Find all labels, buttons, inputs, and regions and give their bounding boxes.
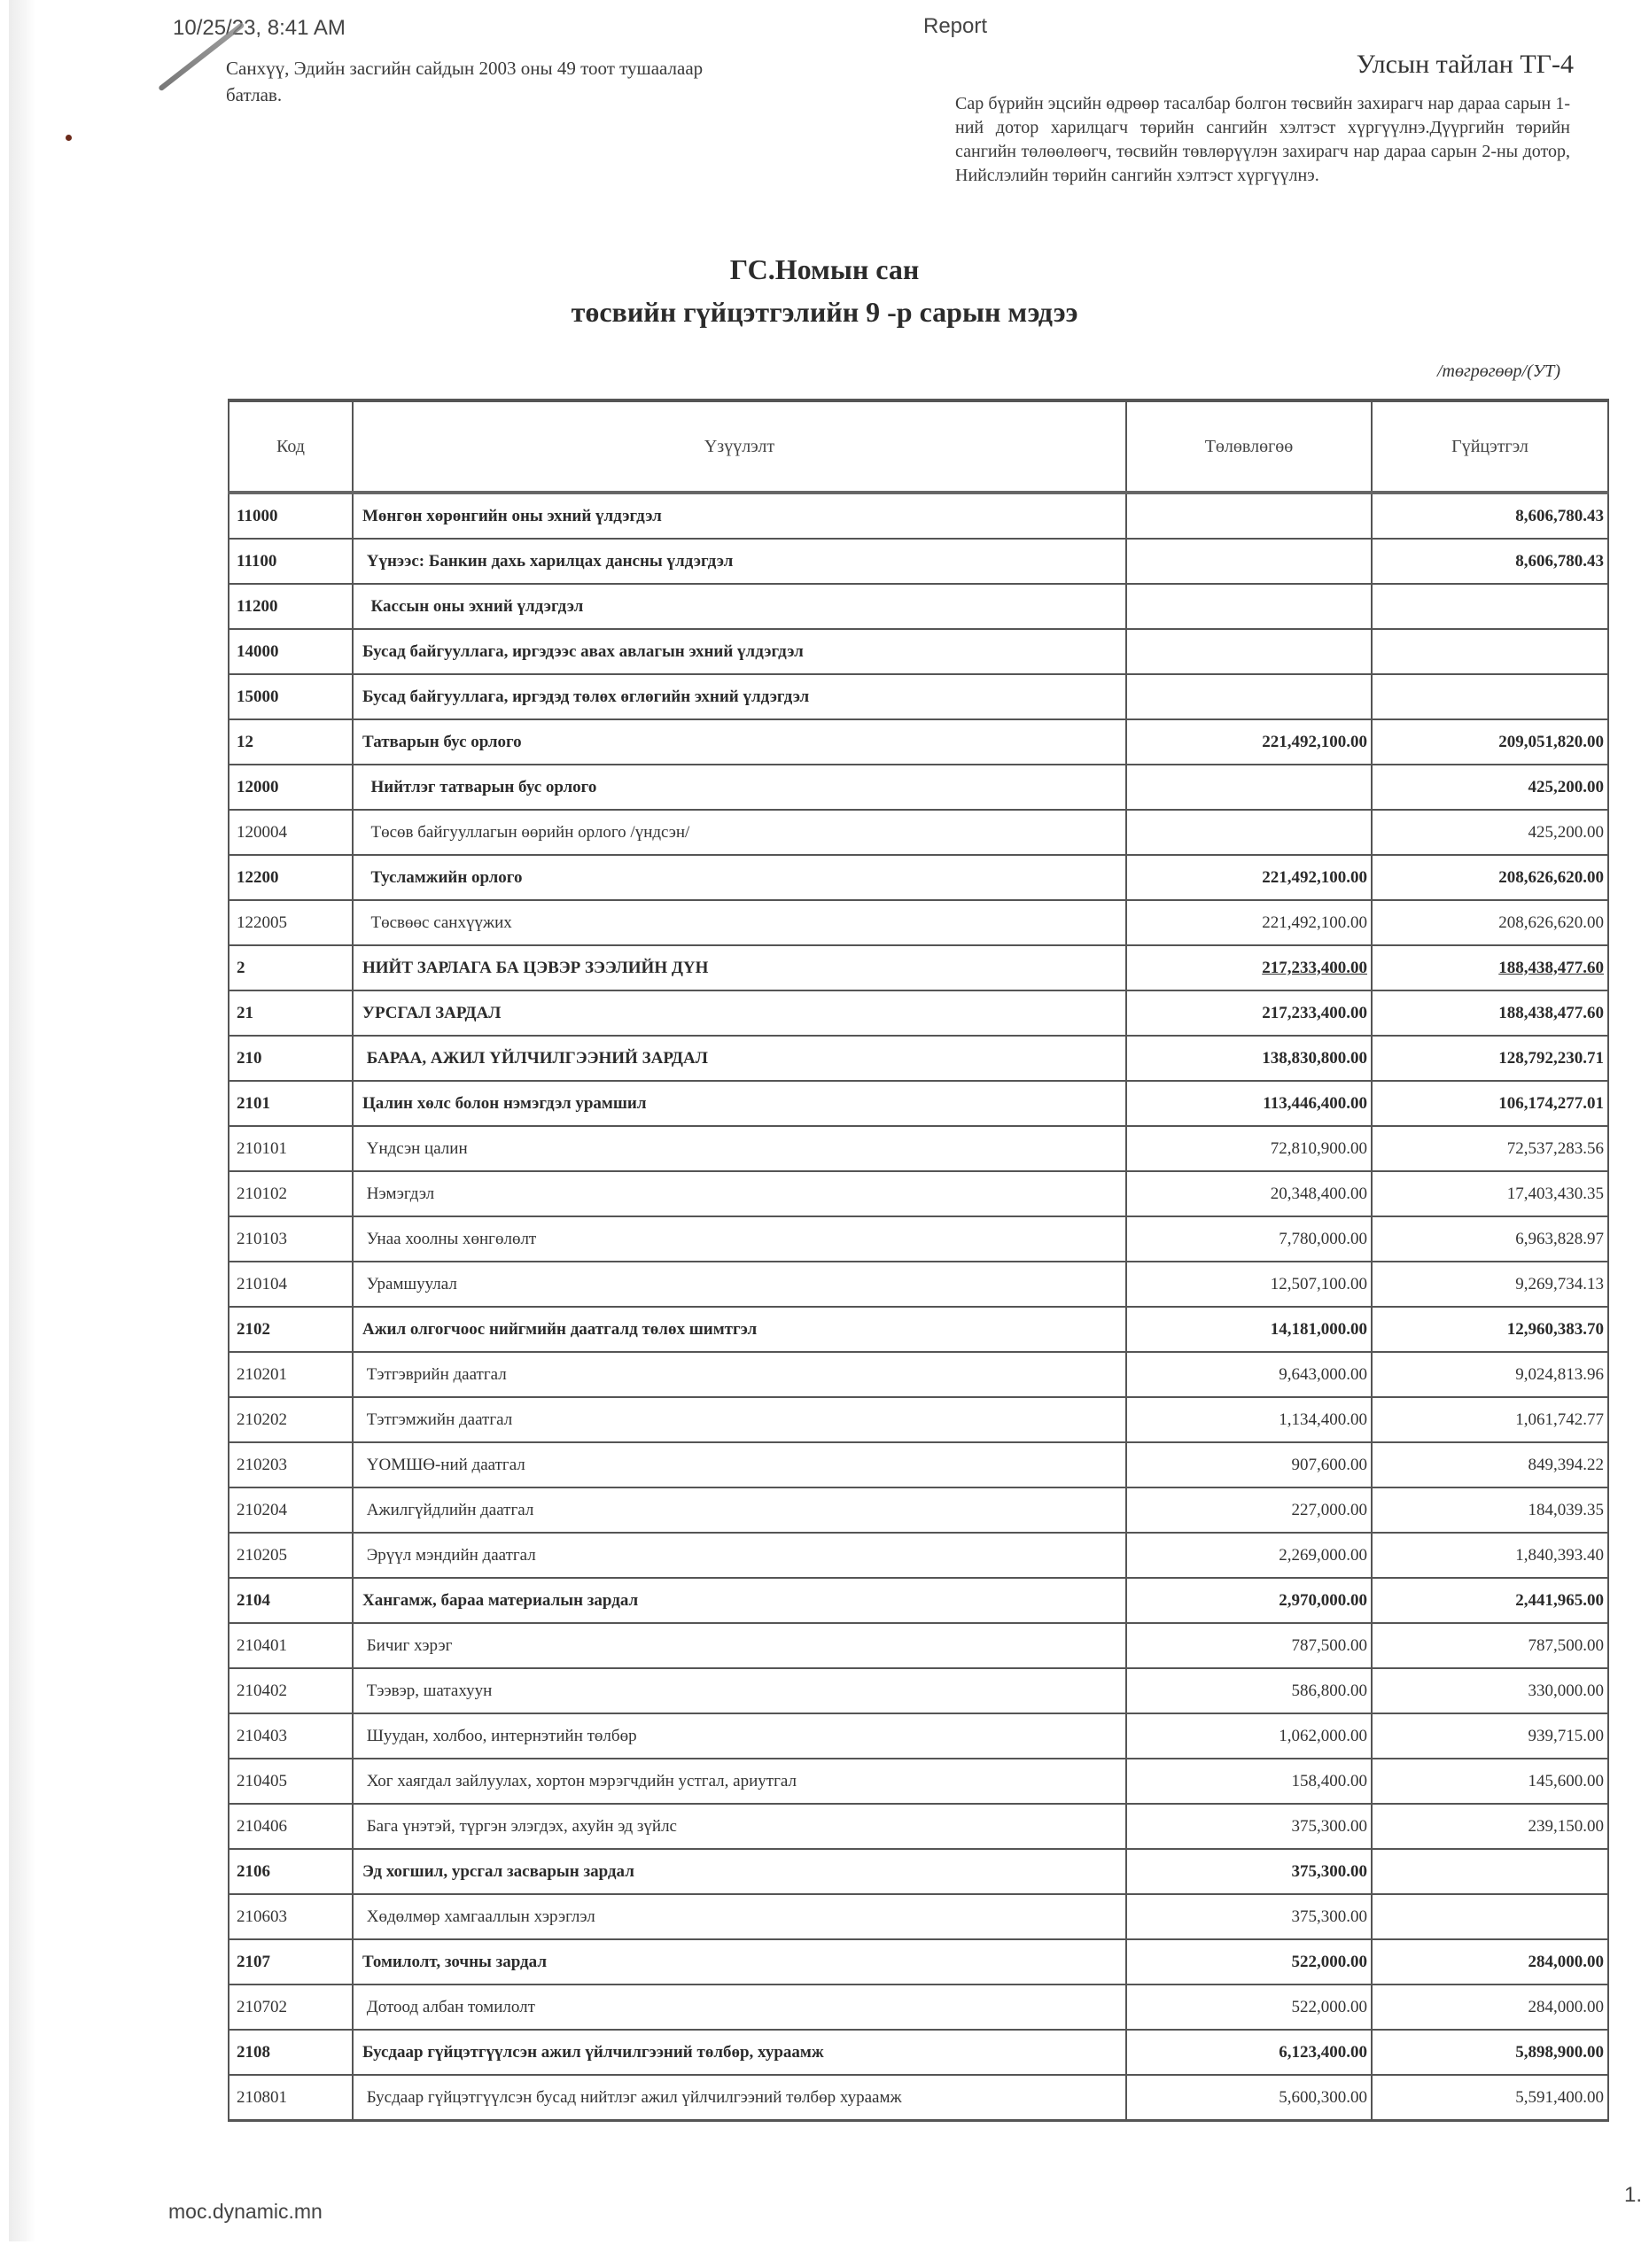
instruction-text: Сар бүрийн эцсийн өдрөөр тасалбар болгон төсвийн захирагч нар дараа сарын 1-ний дотор харилцагч төрийн сангийн хэлтэст хүргүүлнэ.Дүүргийн төрийн сангийн төлөөлөөгч, төсвийн төвлөрүүлэн захирагч нар дараа сарын 2-ны дотор, Нийслэлийн төрийн сангийн хэлтэст хүргүүлнэ. <box>955 94 1570 185</box>
document-title: ГС.Номын сан <box>729 253 920 285</box>
cell-code: 122005 <box>229 900 353 945</box>
table-row <box>229 1081 1608 1126</box>
scan-artifact <box>66 135 72 141</box>
table-row <box>229 1397 1608 1442</box>
cell-description: Тэтгэврийн даатгал <box>353 1352 1126 1397</box>
table-row <box>229 629 1608 674</box>
cell-execution <box>1372 584 1608 629</box>
cell-plan: 72,810,900.00 <box>1126 1126 1372 1171</box>
cell-plan: 2,269,000.00 <box>1126 1533 1372 1578</box>
table-row <box>229 855 1608 900</box>
cell-description: Тээвэр, шатахуун <box>353 1668 1126 1713</box>
cell-description: Нэмэгдэл <box>353 1171 1126 1216</box>
cell-plan: 586,800.00 <box>1126 1668 1372 1713</box>
cell-description: Ажил олгогчоос нийгмийн даатгалд төлөх шимтгэл <box>353 1307 1126 1352</box>
cell-description: Кассын оны эхний үлдэгдэл <box>353 584 1126 629</box>
cell-execution: 106,174,277.01 <box>1372 1081 1608 1126</box>
table-row <box>229 1939 1608 1984</box>
cell-description: Төсвөөс санхүүжих <box>353 900 1126 945</box>
cell-execution: 849,394.22 <box>1372 1442 1608 1487</box>
cell-code: 210201 <box>229 1352 353 1397</box>
cell-plan: 138,830,800.00 <box>1126 1036 1372 1081</box>
cell-plan <box>1126 765 1372 810</box>
cell-code: 210401 <box>229 1623 353 1668</box>
cell-description: Эд хогшил, урсгал засварын зардал <box>353 1849 1126 1894</box>
cell-code: 2106 <box>229 1849 353 1894</box>
cell-execution: 208,626,620.00 <box>1372 855 1608 900</box>
cell-plan: 158,400.00 <box>1126 1759 1372 1804</box>
cell-description: Бага үнэтэй, түргэн элэгдэх, ахуйн эд зүйлс <box>353 1804 1126 1849</box>
table-row <box>229 1713 1608 1759</box>
table-row <box>229 900 1608 945</box>
table-row <box>229 1216 1608 1262</box>
cell-code: 2101 <box>229 1081 353 1126</box>
cell-execution: 330,000.00 <box>1372 1668 1608 1713</box>
cell-execution: 284,000.00 <box>1372 1939 1608 1984</box>
cell-execution: 6,963,828.97 <box>1372 1216 1608 1262</box>
table-row <box>229 765 1608 810</box>
document-subtitle: төсвийн гүйцэтгэлийн 9 -р сарын мэдээ <box>571 296 1078 328</box>
cell-plan: 221,492,100.00 <box>1126 900 1372 945</box>
print-timestamp: 10/25/23, 8:41 AM <box>173 16 346 40</box>
cell-plan <box>1126 810 1372 855</box>
cell-plan: 227,000.00 <box>1126 1487 1372 1533</box>
cell-code: 11100 <box>229 539 353 584</box>
table-row <box>229 1307 1608 1352</box>
cell-plan: 2,970,000.00 <box>1126 1578 1372 1623</box>
cell-execution: 787,500.00 <box>1372 1623 1608 1668</box>
cell-plan: 217,233,400.00 <box>1126 945 1372 990</box>
cell-execution: 8,606,780.43 <box>1372 539 1608 584</box>
cell-plan: 522,000.00 <box>1126 1939 1372 1984</box>
cell-execution: 184,039.35 <box>1372 1487 1608 1533</box>
cell-code: 210402 <box>229 1668 353 1713</box>
cell-code: 2 <box>229 945 353 990</box>
cell-execution: 188,438,477.60 <box>1372 990 1608 1036</box>
cell-plan: 1,134,400.00 <box>1126 1397 1372 1442</box>
cell-execution: 209,051,820.00 <box>1372 719 1608 765</box>
cell-plan <box>1126 674 1372 719</box>
cell-plan <box>1126 539 1372 584</box>
cell-code: 210104 <box>229 1262 353 1307</box>
cell-code: 11000 <box>229 493 353 539</box>
cell-code: 210405 <box>229 1759 353 1804</box>
cell-plan: 221,492,100.00 <box>1126 719 1372 765</box>
cell-plan: 221,492,100.00 <box>1126 855 1372 900</box>
cell-description: Бусад байгууллага, иргэдэд төлөх өглөгийн эхний үлдэгдэл <box>353 674 1126 719</box>
cell-description: Дотоод албан томилолт <box>353 1984 1126 2030</box>
cell-execution <box>1372 1849 1608 1894</box>
cell-code: 210202 <box>229 1397 353 1442</box>
cell-code: 14000 <box>229 629 353 674</box>
footer-url: moc.dynamic.mn <box>168 2200 323 2223</box>
cell-plan: 113,446,400.00 <box>1126 1081 1372 1126</box>
cell-execution: 284,000.00 <box>1372 1984 1608 2030</box>
cell-description: Бусад байгууллага, иргэдээс авах авлагын эхний үлдэгдэл <box>353 629 1126 674</box>
cell-execution: 72,537,283.56 <box>1372 1126 1608 1171</box>
cell-description: Бусдаар гүйцэтгүүлсэн ажил үйлчилгээний төлбөр, хураамж <box>353 2030 1126 2075</box>
table-header-row <box>229 400 1608 493</box>
cell-execution: 145,600.00 <box>1372 1759 1608 1804</box>
cell-execution: 12,960,383.70 <box>1372 1307 1608 1352</box>
cell-plan: 217,233,400.00 <box>1126 990 1372 1036</box>
cell-plan <box>1126 629 1372 674</box>
cell-execution: 208,626,620.00 <box>1372 900 1608 945</box>
cell-code: 12200 <box>229 855 353 900</box>
table-row <box>229 945 1608 990</box>
cell-code: 2104 <box>229 1578 353 1623</box>
unit-note: /төгрөгөөр/(УТ) <box>1436 361 1560 381</box>
cell-description: Үүнээс: Банкин дахь харилцах дансны үлдэгдэл <box>353 539 1126 584</box>
cell-plan: 9,643,000.00 <box>1126 1352 1372 1397</box>
table-row <box>229 990 1608 1036</box>
table-row <box>229 1894 1608 1939</box>
cell-code: 210203 <box>229 1442 353 1487</box>
table-row <box>229 1262 1608 1307</box>
table-row <box>229 1442 1608 1487</box>
cell-execution <box>1372 1894 1608 1939</box>
cell-execution: 2,441,965.00 <box>1372 1578 1608 1623</box>
cell-plan: 12,507,100.00 <box>1126 1262 1372 1307</box>
header-code: Код <box>229 400 353 493</box>
cell-description: Унаа хоолны хөнгөлөлт <box>353 1216 1126 1262</box>
header-plan: Төлөвлөгөө <box>1126 400 1372 493</box>
cell-plan: 907,600.00 <box>1126 1442 1372 1487</box>
table-row <box>229 1804 1608 1849</box>
table-row <box>229 1623 1608 1668</box>
cell-plan <box>1126 493 1372 539</box>
table-row <box>229 1126 1608 1171</box>
cell-code: 21 <box>229 990 353 1036</box>
cell-execution: 9,024,813.96 <box>1372 1352 1608 1397</box>
cell-plan: 5,600,300.00 <box>1126 2075 1372 2121</box>
cell-plan: 20,348,400.00 <box>1126 1171 1372 1216</box>
cell-code: 210204 <box>229 1487 353 1533</box>
cell-plan: 787,500.00 <box>1126 1623 1372 1668</box>
table-row <box>229 1352 1608 1397</box>
cell-description: Томилолт, зочны зардал <box>353 1939 1126 1984</box>
table-row <box>229 493 1608 539</box>
table-row <box>229 1171 1608 1216</box>
table-row <box>229 1578 1608 1623</box>
cell-execution: 1,840,393.40 <box>1372 1533 1608 1578</box>
cell-execution: 1,061,742.77 <box>1372 1397 1608 1442</box>
cell-execution: 5,591,400.00 <box>1372 2075 1608 2121</box>
cell-description: БАРАА, АЖИЛ ҮЙЛЧИЛГЭЭНИЙ ЗАРДАЛ <box>353 1036 1126 1081</box>
cell-code: 210801 <box>229 2075 353 2121</box>
form-id: Улсын тайлан ТГ-4 <box>1356 50 1574 79</box>
cell-plan: 375,300.00 <box>1126 1894 1372 1939</box>
table-row <box>229 674 1608 719</box>
page-number: 1. <box>1623 2183 1642 2207</box>
cell-execution: 425,200.00 <box>1372 810 1608 855</box>
approval-note: Санхүү, Эдийн засгийн сайдын 2003 оны 49 тоот тушаалаар батлав. <box>226 58 704 105</box>
cell-code: 210603 <box>229 1894 353 1939</box>
cell-description: Хог хаягдал зайлуулах, хортон мэрэгчдийн устгал, ариутгал <box>353 1759 1126 1804</box>
table-body <box>229 493 1608 2121</box>
cell-code: 12 <box>229 719 353 765</box>
table-row <box>229 1984 1608 2030</box>
table-row <box>229 1849 1608 1894</box>
table-row <box>229 1036 1608 1081</box>
table-row <box>229 2075 1608 2121</box>
cell-description: Бичиг хэрэг <box>353 1623 1126 1668</box>
cell-description: Хангамж, бараа материалын зардал <box>353 1578 1126 1623</box>
header-description: Үзүүлэлт <box>353 400 1126 493</box>
table-row <box>229 1668 1608 1713</box>
header-execution: Гүйцэтгэл <box>1372 400 1608 493</box>
cell-code: 210102 <box>229 1171 353 1216</box>
cell-execution: 939,715.00 <box>1372 1713 1608 1759</box>
cell-code: 2107 <box>229 1939 353 1984</box>
cell-description: Хөдөлмөр хамгааллын хэрэглэл <box>353 1894 1126 1939</box>
cell-execution <box>1372 629 1608 674</box>
cell-execution: 128,792,230.71 <box>1372 1036 1608 1081</box>
cell-description: Шуудан, холбоо, интернэтийн төлбөр <box>353 1713 1126 1759</box>
cell-code: 210406 <box>229 1804 353 1849</box>
cell-code: 11200 <box>229 584 353 629</box>
print-title: Report <box>923 14 988 38</box>
cell-code: 2108 <box>229 2030 353 2075</box>
cell-code: 210702 <box>229 1984 353 2030</box>
budget-report-table <box>228 399 1609 2122</box>
cell-description: Үндсэн цалин <box>353 1126 1126 1171</box>
cell-execution: 239,150.00 <box>1372 1804 1608 1849</box>
cell-execution: 17,403,430.35 <box>1372 1171 1608 1216</box>
cell-code: 15000 <box>229 674 353 719</box>
table-row <box>229 584 1608 629</box>
cell-code: 120004 <box>229 810 353 855</box>
cell-description: Татварын бус орлого <box>353 719 1126 765</box>
cell-description: Тэтгэмжийн даатгал <box>353 1397 1126 1442</box>
cell-description: Эрүүл мэндийн даатгал <box>353 1533 1126 1578</box>
cell-code: 210101 <box>229 1126 353 1171</box>
table-row <box>229 1487 1608 1533</box>
table-row <box>229 1759 1608 1804</box>
cell-execution: 8,606,780.43 <box>1372 493 1608 539</box>
cell-description: УРСГАЛ ЗАРДАЛ <box>353 990 1126 1036</box>
cell-description: Тусламжийн орлого <box>353 855 1126 900</box>
cell-execution: 188,438,477.60 <box>1372 945 1608 990</box>
cell-plan: 14,181,000.00 <box>1126 1307 1372 1352</box>
cell-plan: 1,062,000.00 <box>1126 1713 1372 1759</box>
cell-description: Урамшуулал <box>353 1262 1126 1307</box>
table-row <box>229 1533 1608 1578</box>
cell-description: ҮОМШӨ-ний даатгал <box>353 1442 1126 1487</box>
table-row <box>229 2030 1608 2075</box>
cell-description: Ажилгүйдлийн даатгал <box>353 1487 1126 1533</box>
cell-plan: 375,300.00 <box>1126 1804 1372 1849</box>
cell-description: Мөнгөн хөрөнгийн оны эхний үлдэгдэл <box>353 493 1126 539</box>
cell-plan: 7,780,000.00 <box>1126 1216 1372 1262</box>
cell-code: 210403 <box>229 1713 353 1759</box>
cell-plan <box>1126 584 1372 629</box>
table-row <box>229 539 1608 584</box>
cell-execution <box>1372 674 1608 719</box>
cell-plan: 6,123,400.00 <box>1126 2030 1372 2075</box>
cell-description: Нийтлэг татварын бус орлого <box>353 765 1126 810</box>
cell-plan: 522,000.00 <box>1126 1984 1372 2030</box>
cell-plan: 375,300.00 <box>1126 1849 1372 1894</box>
cell-code: 210205 <box>229 1533 353 1578</box>
cell-execution: 9,269,734.13 <box>1372 1262 1608 1307</box>
cell-code: 2102 <box>229 1307 353 1352</box>
cell-description: Бусдаар гүйцэтгүүлсэн бусад нийтлэг ажил үйлчилгээний төлбөр хураамж <box>353 2075 1126 2121</box>
table-row <box>229 810 1608 855</box>
cell-description: Төсөв байгууллагын өөрийн орлого /үндсэн/ <box>353 810 1126 855</box>
scan-edge <box>9 0 35 2241</box>
table-row <box>229 719 1608 765</box>
cell-execution: 425,200.00 <box>1372 765 1608 810</box>
cell-code: 210 <box>229 1036 353 1081</box>
cell-code: 210103 <box>229 1216 353 1262</box>
cell-execution: 5,898,900.00 <box>1372 2030 1608 2075</box>
cell-description: НИЙТ ЗАРЛАГА БА ЦЭВЭР ЗЭЭЛИЙН ДҮН <box>353 945 1126 990</box>
cell-description: Цалин хөлс болон нэмэгдэл урамшил <box>353 1081 1126 1126</box>
cell-code: 12000 <box>229 765 353 810</box>
